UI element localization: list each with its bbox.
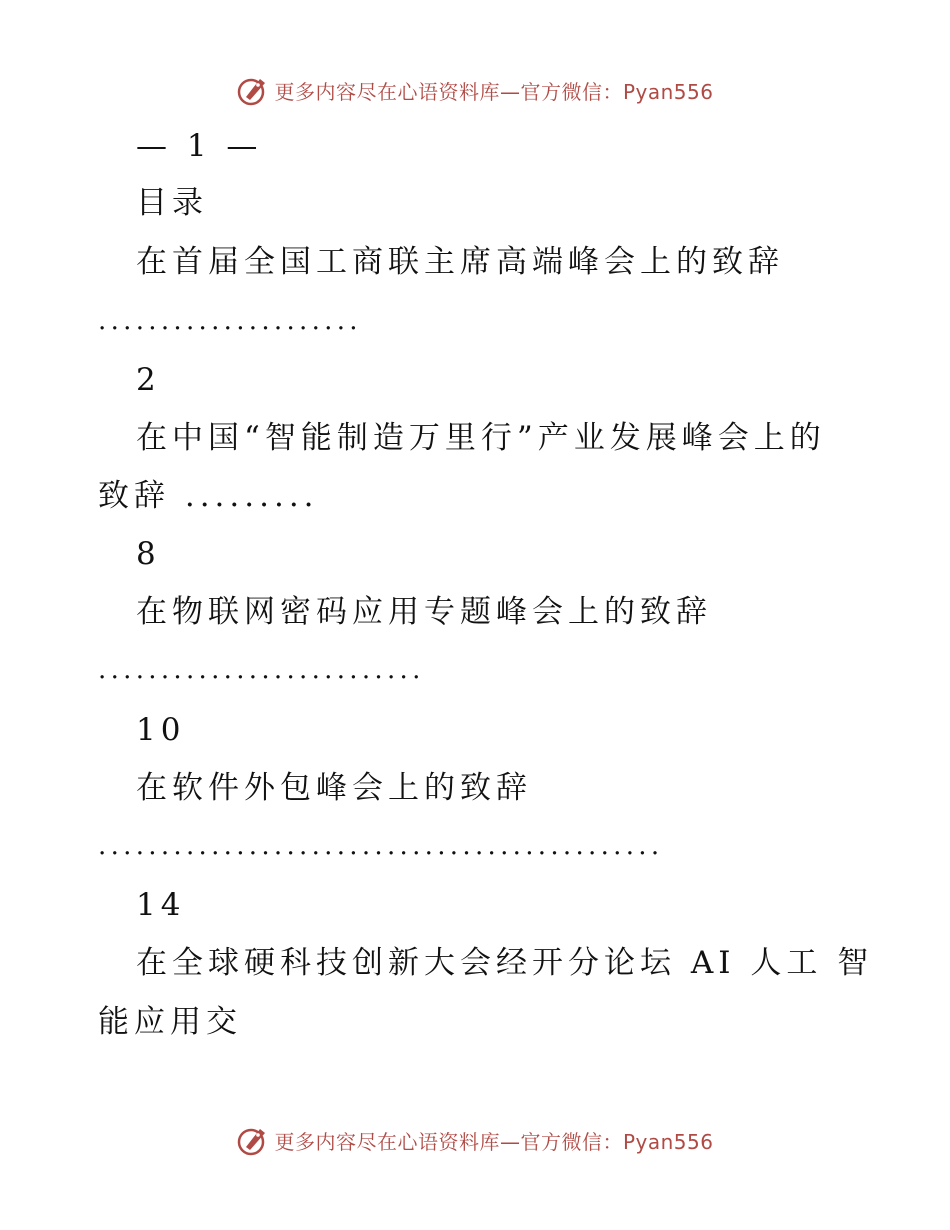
pen-nib-logo-icon <box>236 1123 270 1157</box>
watermark-text: 更多内容尽在心语资料库—官方微信：Pyan556 <box>274 79 714 104</box>
pen-nib-logo-icon <box>236 73 270 107</box>
toc-entry-title[interactable]: 在软件外包峰会上的致辞 <box>136 770 532 806</box>
toc-entry-title-cont[interactable]: 致辞 ......... <box>98 478 319 514</box>
watermark-header <box>0 70 950 110</box>
toc-entry-title[interactable]: 在中国“智能制造万里行”产业发展峰会上的 <box>136 420 826 456</box>
toc-entry-title[interactable]: 在物联网密码应用专题峰会上的致辞 <box>136 594 712 630</box>
toc-entry-title[interactable]: 在全球硬科技创新大会经开分论坛 AI 人工 智 <box>136 945 874 981</box>
watermark-text: 更多内容尽在心语资料库—官方微信：Pyan556 <box>274 1129 714 1154</box>
toc-entry-page[interactable]: 14 <box>136 887 186 923</box>
toc-entry-title[interactable]: 在首届全国工商联主席高端峰会上的致辞 <box>136 244 784 280</box>
toc-title: 目录 <box>136 185 208 221</box>
toc-entry-title-cont[interactable]: 能应用交 <box>98 1004 242 1040</box>
toc-leader-dots: .......................... <box>98 655 425 685</box>
toc-entry-page[interactable]: 2 <box>136 362 161 398</box>
toc-leader-dots: ..................... <box>98 306 362 336</box>
page-number: — 1 — <box>136 128 263 164</box>
toc-entry-page[interactable]: 8 <box>136 536 161 572</box>
toc-entry-page[interactable]: 10 <box>136 712 186 748</box>
toc-leader-dots: ............................................. <box>98 831 664 861</box>
watermark-footer <box>0 1120 950 1160</box>
